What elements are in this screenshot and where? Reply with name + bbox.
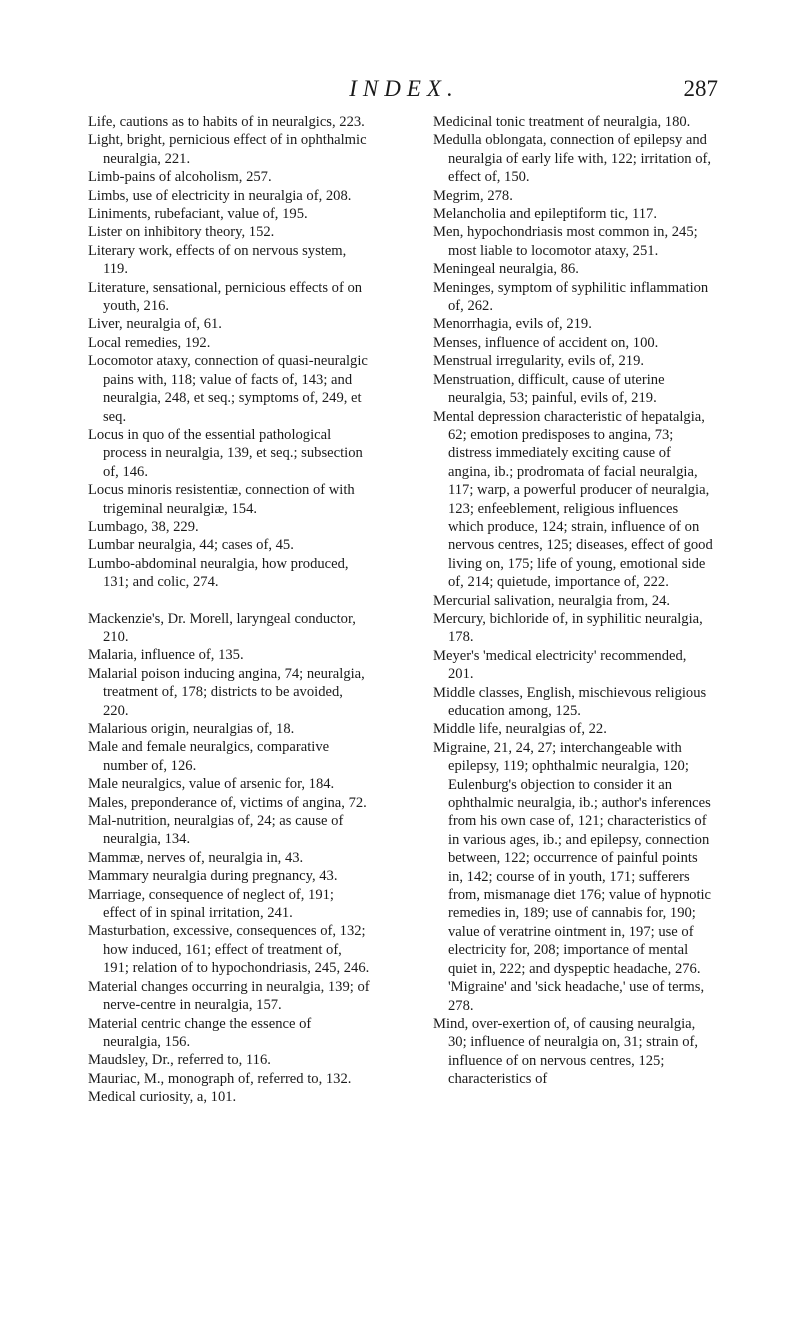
index-column-right bbox=[433, 113, 715, 1089]
index-entry: Lumbago, 38, 229. bbox=[88, 518, 199, 535]
index-entry: Meyer's 'medical electricity' recommended, 201. bbox=[433, 647, 687, 683]
index-entry: Menses, influence of accident on, 100. bbox=[433, 334, 659, 351]
index-entry: Menstrual irregularity, evils of, 219. bbox=[433, 353, 645, 370]
index-entry: Megrim, 278. bbox=[433, 187, 513, 204]
index-entry: Mental depression characteristic of hepatalgia, 62; emotion predisposes to angina, 73; distress immediately exciting cause of angina, ib.; prodromata of facial neuralgia, 117; warp, a powerful producer of neuralgia, 123; enfeeblement, religious influences which produce, 124; strain, influence of on nervous centres, 125; diseases, effect of good living on, 175; life of young, emotional side of, 214; quietude, importance of, 222. bbox=[433, 408, 713, 591]
index-entry: Mammary neuralgia during pregnancy, 43. bbox=[88, 868, 338, 885]
index-entry: Marriage, consequence of neglect of, 191; effect of in spinal irritation, 241. bbox=[88, 886, 334, 922]
index-entry: Locus in quo of the essential pathological process in neuralgia, 139, et seq.; subsection of, 146. bbox=[88, 426, 363, 480]
index-entry: Mammæ, nerves of, neuralgia in, 43. bbox=[88, 849, 304, 866]
index-entry: Life, cautions as to habits of in neuralgics, 223. bbox=[88, 114, 365, 130]
index-entry: Malarial poison inducing angina, 74; neuralgia, treatment of, 178; districts to be avoided, 220. bbox=[88, 665, 365, 719]
index-entry: Mal-nutrition, neuralgias of, 24; as cause of neuralgia, 134. bbox=[88, 813, 344, 848]
index-entry: Middle life, neuralgias of, 22. bbox=[433, 721, 607, 738]
index-entry: Menstruation, difficult, cause of uterine neuralgia, 53; painful, evils of, 219. bbox=[433, 371, 665, 407]
index-entry: Meningeal neuralgia, 86. bbox=[433, 261, 579, 278]
index-entry: Male neuralgics, value of arsenic for, 184. bbox=[88, 776, 335, 793]
index-entry: Males, preponderance of, victims of angina, 72. bbox=[88, 794, 367, 811]
index-entry: Medicinal tonic treatment of neuralgia, 180. bbox=[433, 114, 691, 130]
index-column-left bbox=[88, 113, 370, 1107]
index-entry: Lister on inhibitory theory, 152. bbox=[88, 224, 275, 241]
index-entry: Male and female neuralgics, comparative number of, 126. bbox=[88, 739, 330, 774]
index-entry: Liver, neuralgia of, 61. bbox=[88, 316, 222, 333]
index-entry: Mauriac, M., monograph of, referred to, 132. bbox=[88, 1070, 352, 1087]
page-header bbox=[90, 76, 718, 106]
index-entry: Mackenzie's, Dr. Morell, laryngeal conductor, 210. bbox=[88, 610, 356, 645]
index-entry: Light, bright, pernicious effect of in ophthalmic neuralgia, 221. bbox=[88, 132, 367, 167]
index-entry: Men, hypochondriasis most common in, 245; most liable to locomotor ataxy, 251. bbox=[433, 224, 698, 259]
index-entry: Medical curiosity, a, 101. bbox=[88, 1089, 237, 1106]
index-entry: Lumbar neuralgia, 44; cases of, 45. bbox=[88, 537, 294, 554]
index-entry: Local remedies, 192. bbox=[88, 334, 211, 351]
index-entry: Locus minoris resistentiæ, connection of with trigeminal neuralgiæ, 154. bbox=[88, 482, 355, 517]
index-entry: Limbs, use of electricity in neuralgia of, 208. bbox=[88, 187, 352, 204]
index-entry: Migraine, 21, 24, 27; interchangeable with epilepsy, 119; ophthalmic neuralgia, 120; Eulenburg's objection to consider it an ophthalmic neuralgia, ib.; author's inferences from his own case of, 121; characteristics of in various ages, ib.; and epilepsy, connection between, 122; occurrence of painful points in, 142; course of in youth, 171; sufferers from, mismanage diet 176; value of hypnotic remedies in, 189; use of cannabis for, 190; value of veratrine ointment in, 197; use of electricity for, 208; importance of mental quiet in, 222; and dyspeptic headache, 276. 'Migraine' and 'sick headache,' use of terms, 278. bbox=[433, 739, 712, 1014]
index-entry: Menorrhagia, evils of, 219. bbox=[433, 316, 592, 333]
index-entry: Maudsley, Dr., referred to, 116. bbox=[88, 1052, 271, 1069]
index-entry: Limb-pains of alcoholism, 257. bbox=[88, 169, 272, 186]
page-number: 287 bbox=[683, 76, 718, 101]
index-entry: Material centric change the essence of neuralgia, 156. bbox=[88, 1015, 312, 1050]
index-entry: Literature, sensational, pernicious effects of on youth, 216. bbox=[88, 279, 363, 315]
index-entry: Lumbo-abdominal neuralgia, how produced, 131; and colic, 274. bbox=[88, 555, 349, 591]
index-entry: Meninges, symptom of syphilitic inflammation of, 262. bbox=[433, 279, 709, 315]
index-entry: Medulla oblongata, connection of epilepsy and neuralgia of early life with, 122; irritation of, effect of, 150. bbox=[433, 132, 712, 186]
index-entry: Material changes occurring in neuralgia, 139; of nerve-centre in neuralgia, 157. bbox=[88, 978, 370, 1014]
index-entry: Melancholia and epileptiform tic, 117. bbox=[433, 206, 657, 223]
index-entry: Masturbation, excessive, consequences of, 132; how induced, 161; effect of treatment of, 191; relation of to hypochondriasis, 245, 246. bbox=[88, 923, 370, 977]
index-entry: Malaria, influence of, 135. bbox=[88, 647, 244, 664]
index-entry: Locomotor ataxy, connection of quasi-neuralgic pains with, 118; value of facts of, 143; and neuralgia, 248, et seq.; symptoms of, 249, et seq. bbox=[88, 353, 368, 425]
index-entry: Literary work, effects of on nervous system, 119. bbox=[88, 242, 347, 278]
index-entry: Middle classes, English, mischievous religious education among, 125. bbox=[433, 684, 707, 719]
index-entry: Liniments, rubefaciant, value of, 195. bbox=[88, 206, 308, 223]
index-entry: Mercury, bichloride of, in syphilitic neuralgia, 178. bbox=[433, 610, 703, 646]
running-title: INDEX. bbox=[349, 76, 459, 101]
index-entry: Mind, over-exertion of, of causing neuralgia, 30; influence of neuralgia on, 31; strain of, influence of on nervous centres, 125; characteristics of bbox=[433, 1015, 699, 1088]
index-entry: Mercurial salivation, neuralgia from, 24. bbox=[433, 592, 671, 609]
index-entry: Malarious origin, neuralgias of, 18. bbox=[88, 721, 295, 737]
